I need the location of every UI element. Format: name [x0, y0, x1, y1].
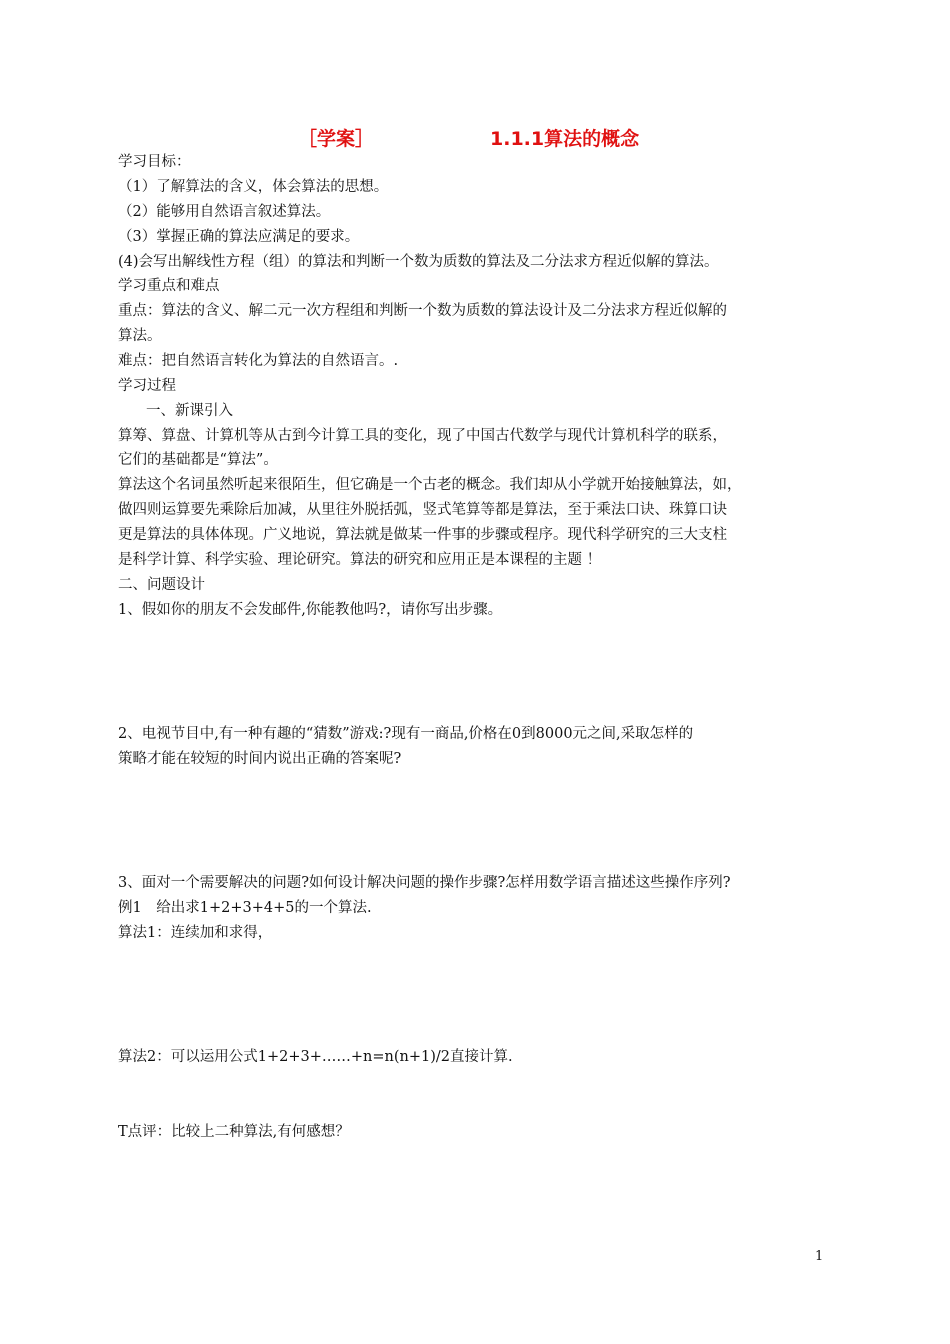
intro-para-2-line-3: 更是算法的具体体现。广义地说，算法就是做某一件事的步骤或程序。现代科学研究的三大支柱 [118, 527, 727, 543]
question-2-line-2: 策略才能在较短的时间内说出正确的答案呢? [118, 751, 402, 767]
intro-para-1-line-1: 算筹、算盘、计算机等从古到今计算工具的变化，现了中国古代数学与现代计算机科学的联系， [118, 428, 727, 444]
question-1: 1、假如你的朋友不会发邮件,你能教他吗?，请你写出步骤。 [118, 602, 503, 618]
section-problems-heading: 二、问题设计 [118, 577, 205, 593]
question-2-line-1: 2、电视节目中,有一种有趣的“猜数”游戏:?现有一商品,价格在0到8000元之间,采取怎样的 [118, 726, 694, 742]
difficulty-line: 难点：把自然语言转化为算法的自然语言。. [118, 353, 399, 369]
comment: T点评：比较上二种算法,有何感想？ [118, 1124, 350, 1140]
algorithm-1: 算法1：连续加和求得， [118, 925, 273, 941]
key-points-heading: 学习重点和难点 [118, 278, 220, 294]
document-title [0, 124, 950, 154]
objectives-heading: 学习目标： [118, 154, 191, 170]
intro-para-2-line-2: 做四则运算要先乘除后加减，从里往外脱括弧，竖式笔算等都是算法，至于乘法口诀、珠算口诀 [118, 502, 727, 518]
algorithm-2: 算法2：可以运用公式1+2+3+……+n=n(n+1)/2直接计算. [118, 1049, 513, 1065]
question-3: 3、面对一个需要解决的问题?如何设计解决问题的操作步骤?怎样用数学语言描述这些操作序列? [118, 875, 731, 891]
section-intro-heading: 一、新课引入 [146, 403, 233, 419]
intro-para-2-line-4: 是科学计算、科学实验、理论研究。算法的研究和应用正是本课程的主题 ！ [118, 552, 602, 568]
page-number: 1 [815, 1249, 824, 1264]
process-heading: 学习过程 [118, 378, 176, 394]
example-1: 例1 给出求1+2+3+4+5的一个算法. [118, 900, 372, 916]
title-tag: ［学案］ [298, 128, 375, 150]
intro-para-2-line-1: 算法这个名词虽然听起来很陌生，但它确是一个古老的概念。我们却从小学就开始接触算法，如， [118, 477, 742, 493]
objective-4: (4)会写出解线性方程（组）的算法和判断一个数为质数的算法及二分法求方程近似解的算法。 [118, 254, 719, 270]
title-text: 1.1.1算法的概念 [490, 128, 640, 150]
key-points-line-2: 算法。 [118, 328, 162, 344]
objective-2: （2）能够用自然语言叙述算法。 [118, 204, 331, 220]
key-points-line-1: 重点：算法的含义、解二元一次方程组和判断一个数为质数的算法设计及二分法求方程近似解的 [118, 303, 727, 319]
intro-para-1-line-2: 它们的基础都是“算法”。 [118, 452, 278, 468]
objective-3: （3）掌握正确的算法应满足的要求。 [118, 229, 360, 245]
objective-1: （1）了解算法的含义，体会算法的思想。 [118, 179, 389, 195]
